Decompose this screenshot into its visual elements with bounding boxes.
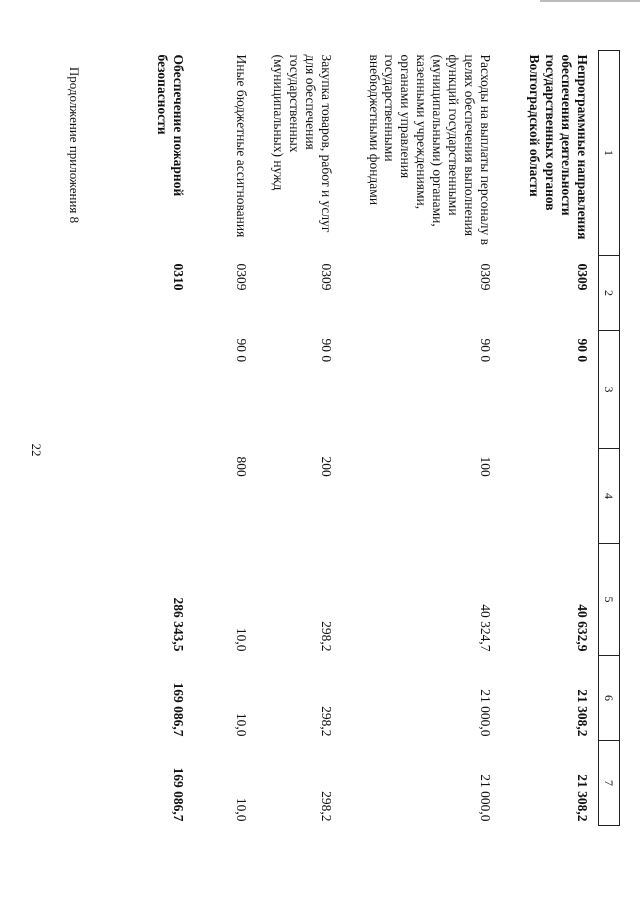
expense-type: 800 <box>234 456 249 477</box>
rotated-table-container <box>100 50 620 825</box>
table-row <box>125 51 194 826</box>
amount-col6: 169 086,7 <box>171 682 186 737</box>
amount-col5: 298,2 <box>319 621 334 652</box>
table-row <box>194 51 257 826</box>
target-article: 90 0 <box>319 338 334 363</box>
row-name: Закупка товаров, работ и услуг для обеспечения государственных (муниципальных) нужд <box>271 54 334 233</box>
header-cell: 2 <box>599 256 620 331</box>
amount-col5: 40 632,9 <box>575 604 590 652</box>
amount-col6: 298,2 <box>319 706 334 737</box>
section-code: 0309 <box>575 263 590 291</box>
expense-type <box>125 449 194 544</box>
section-code: 0309 <box>234 263 249 291</box>
amount-col7: 21 000,0 <box>478 774 493 822</box>
target-article: 90 0 <box>234 338 249 363</box>
header-cell: 7 <box>599 741 620 826</box>
amount-col7: 169 086,7 <box>171 767 186 822</box>
header-cell: 4 <box>599 449 620 544</box>
target-article: 90 0 <box>478 338 493 363</box>
amount-col7: 21 308,2 <box>575 774 590 822</box>
section-code: 0309 <box>478 263 493 291</box>
scan-edge-mark <box>540 0 640 2</box>
amount-col6: 10,0 <box>234 712 249 737</box>
expense-type: 100 <box>478 456 493 477</box>
budget-table <box>125 50 620 826</box>
header-cell: 5 <box>599 544 620 656</box>
row-name: Обеспечение пожарной безопасности <box>155 54 186 197</box>
expense-type: 200 <box>319 456 334 477</box>
table-header-row <box>599 51 620 826</box>
target-article <box>125 331 194 449</box>
section-code: 0309 <box>319 263 334 291</box>
table-row <box>342 51 501 826</box>
appendix-caption: Продолжение приложения 8 <box>67 66 82 224</box>
amount-col5: 286 343,5 <box>171 597 186 652</box>
table-row <box>501 51 599 826</box>
amount-col5: 10,0 <box>234 627 249 652</box>
expense-type <box>501 449 599 544</box>
amount-col6: 21 308,2 <box>575 689 590 737</box>
amount-col7: 298,2 <box>319 791 334 822</box>
header-cell: 6 <box>599 656 620 741</box>
header-cell: 3 <box>599 331 620 449</box>
section-code: 0310 <box>171 263 186 291</box>
amount-col5: 40 324,7 <box>478 604 493 652</box>
row-name: Непрограммные направления обеспечения деятельности государственных органов Волгоградской области <box>527 54 590 240</box>
page-number: 22 <box>29 443 44 457</box>
amount-col6: 21 000,0 <box>478 689 493 737</box>
row-name: Иные бюджетные ассигнования <box>234 54 249 238</box>
table-row <box>257 51 342 826</box>
target-article: 90 0 <box>575 338 590 363</box>
amount-col7: 10,0 <box>234 797 249 822</box>
header-cell: 1 <box>599 51 620 256</box>
row-name: Расходы на выплаты персоналу в целях обеспечения выполнения функций государственными (муниципальными) органами, казенными учреждениями, органами управления государственными внебюджетными фондами <box>366 54 493 245</box>
